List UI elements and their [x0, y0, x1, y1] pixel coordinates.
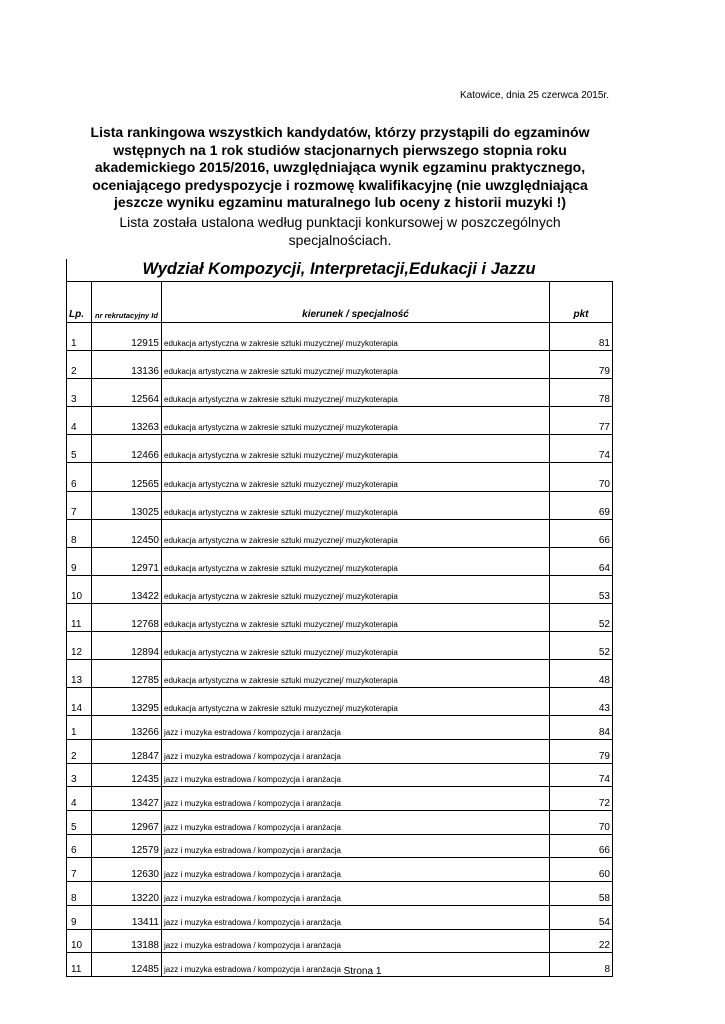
table-row — [67, 351, 613, 379]
table-row — [67, 929, 613, 953]
cell-kierunek: jazz i muzyka estradowa / kompozycja i aranżacja — [162, 740, 550, 764]
cell-lp: 10 — [67, 929, 92, 953]
cell-lp: 9 — [67, 905, 92, 929]
table-row — [67, 787, 613, 811]
cell-pkt: 70 — [550, 811, 613, 835]
table-row — [67, 435, 613, 463]
cell-id: 12915 — [92, 323, 162, 351]
cell-id: 13263 — [92, 407, 162, 435]
cell-lp: 3 — [67, 763, 92, 787]
cell-id: 12579 — [92, 834, 162, 858]
table-row — [67, 463, 613, 491]
table-row — [67, 660, 613, 688]
cell-lp: 11 — [67, 603, 92, 631]
cell-pkt: 69 — [550, 491, 613, 519]
table-row — [67, 491, 613, 519]
cell-kierunek: edukacja artystyczna w zakresie sztuki muzycznej/ muzykoterapia — [162, 688, 550, 716]
cell-kierunek: edukacja artystyczna w zakresie sztuki muzycznej/ muzykoterapia — [162, 407, 550, 435]
cell-id: 12435 — [92, 763, 162, 787]
cell-pkt: 48 — [550, 660, 613, 688]
cell-lp: 6 — [67, 834, 92, 858]
faculty-title: Wydział Kompozycji, Interpretacji,Edukacji i Jazzu — [142, 260, 536, 278]
cell-lp: 7 — [67, 491, 92, 519]
cell-kierunek: edukacja artystyczna w zakresie sztuki muzycznej/ muzykoterapia — [162, 435, 550, 463]
table-row — [67, 547, 613, 575]
cell-id: 12768 — [92, 603, 162, 631]
cell-pkt: 81 — [550, 323, 613, 351]
cell-id: 13025 — [92, 491, 162, 519]
cell-lp: 1 — [67, 323, 92, 351]
header-lp: Lp. — [67, 282, 92, 323]
table-row — [67, 834, 613, 858]
cell-id: 13136 — [92, 351, 162, 379]
cell-lp: 7 — [67, 858, 92, 882]
cell-id: 13220 — [92, 882, 162, 906]
table-row — [67, 379, 613, 407]
cell-lp: 8 — [67, 882, 92, 906]
ranking-table — [66, 281, 613, 977]
cell-id: 12630 — [92, 858, 162, 882]
table-row — [67, 519, 613, 547]
cell-pkt: 79 — [550, 351, 613, 379]
cell-pkt: 66 — [550, 519, 613, 547]
cell-id: 13422 — [92, 575, 162, 603]
cell-pkt: 70 — [550, 463, 613, 491]
cell-pkt: 58 — [550, 882, 613, 906]
cell-pkt: 66 — [550, 834, 613, 858]
table-header-row — [67, 282, 613, 323]
cell-pkt: 79 — [550, 740, 613, 764]
cell-pkt: 53 — [550, 575, 613, 603]
cell-kierunek: jazz i muzyka estradowa / kompozycja i aranżacja — [162, 858, 550, 882]
cell-kierunek: edukacja artystyczna w zakresie sztuki muzycznej/ muzykoterapia — [162, 603, 550, 631]
cell-kierunek: edukacja artystyczna w zakresie sztuki muzycznej/ muzykoterapia — [162, 491, 550, 519]
cell-id: 12785 — [92, 660, 162, 688]
cell-id: 13295 — [92, 688, 162, 716]
table-row — [67, 716, 613, 740]
cell-pkt: 43 — [550, 688, 613, 716]
table-row — [67, 688, 613, 716]
table-row — [67, 811, 613, 835]
cell-lp: 14 — [67, 688, 92, 716]
cell-kierunek: jazz i muzyka estradowa / kompozycja i aranżacja — [162, 716, 550, 740]
cell-pkt: 72 — [550, 787, 613, 811]
cell-kierunek: jazz i muzyka estradowa / kompozycja i aranżacja — [162, 905, 550, 929]
cell-id: 13427 — [92, 787, 162, 811]
document-date: Katowice, dnia 25 czerwca 2015r. — [460, 90, 609, 101]
cell-pkt: 78 — [550, 379, 613, 407]
header-id: nr rekrutacyjny Id — [92, 282, 162, 323]
cell-kierunek: jazz i muzyka estradowa / kompozycja i aranżacja — [162, 953, 550, 977]
cell-lp: 12 — [67, 632, 92, 660]
cell-lp: 4 — [67, 407, 92, 435]
cell-kierunek: edukacja artystyczna w zakresie sztuki muzycznej/ muzykoterapia — [162, 632, 550, 660]
table-row — [67, 323, 613, 351]
cell-id: 13411 — [92, 905, 162, 929]
cell-pkt: 84 — [550, 716, 613, 740]
cell-id: 12894 — [92, 632, 162, 660]
cell-pkt: 52 — [550, 603, 613, 631]
cell-kierunek: edukacja artystyczna w zakresie sztuki muzycznej/ muzykoterapia — [162, 575, 550, 603]
cell-id: 12565 — [92, 463, 162, 491]
cell-lp: 3 — [67, 379, 92, 407]
cell-kierunek: jazz i muzyka estradowa / kompozycja i aranżacja — [162, 834, 550, 858]
cell-kierunek: edukacja artystyczna w zakresie sztuki muzycznej/ muzykoterapia — [162, 660, 550, 688]
document-subheading: Lista została ustalona według punktacji konkursowej w poszczególnych specjalnościach. — [119, 214, 561, 248]
table-row — [67, 632, 613, 660]
cell-id: 12466 — [92, 435, 162, 463]
cell-pkt: 77 — [550, 407, 613, 435]
cell-kierunek: jazz i muzyka estradowa / kompozycja i aranżacja — [162, 787, 550, 811]
cell-kierunek: jazz i muzyka estradowa / kompozycja i aranżacja — [162, 929, 550, 953]
cell-kierunek: edukacja artystyczna w zakresie sztuki muzycznej/ muzykoterapia — [162, 463, 550, 491]
table-row — [67, 882, 613, 906]
cell-id: 12450 — [92, 519, 162, 547]
cell-id: 13188 — [92, 929, 162, 953]
cell-lp: 6 — [67, 463, 92, 491]
cell-pkt: 54 — [550, 905, 613, 929]
cell-lp: 5 — [67, 811, 92, 835]
cell-lp: 2 — [67, 740, 92, 764]
cell-kierunek: edukacja artystyczna w zakresie sztuki muzycznej/ muzykoterapia — [162, 323, 550, 351]
cell-lp: 11 — [67, 953, 92, 977]
cell-kierunek: edukacja artystyczna w zakresie sztuki muzycznej/ muzykoterapia — [162, 379, 550, 407]
cell-id: 12485 — [92, 953, 162, 977]
header-pkt: pkt — [550, 282, 613, 323]
cell-lp: 8 — [67, 519, 92, 547]
cell-lp: 9 — [67, 547, 92, 575]
cell-kierunek: edukacja artystyczna w zakresie sztuki muzycznej/ muzykoterapia — [162, 351, 550, 379]
cell-kierunek: edukacja artystyczna w zakresie sztuki muzycznej/ muzykoterapia — [162, 519, 550, 547]
cell-kierunek: jazz i muzyka estradowa / kompozycja i aranżacja — [162, 811, 550, 835]
table-row — [67, 603, 613, 631]
cell-lp: 13 — [67, 660, 92, 688]
cell-lp: 10 — [67, 575, 92, 603]
page-footer: Strona 1 — [343, 966, 382, 977]
cell-lp: 4 — [67, 787, 92, 811]
cell-pkt: 60 — [550, 858, 613, 882]
cell-kierunek: jazz i muzyka estradowa / kompozycja i aranżacja — [162, 763, 550, 787]
cell-pkt: 64 — [550, 547, 613, 575]
table-row — [67, 763, 613, 787]
cell-lp: 5 — [67, 435, 92, 463]
cell-id: 12847 — [92, 740, 162, 764]
cell-kierunek: edukacja artystyczna w zakresie sztuki muzycznej/ muzykoterapia — [162, 547, 550, 575]
table-row — [67, 575, 613, 603]
cell-pkt: 52 — [550, 632, 613, 660]
cell-id: 12971 — [92, 547, 162, 575]
table-row — [67, 740, 613, 764]
document-heading: Lista rankingowa wszystkich kandydatów, którzy przystąpili do egzaminów wstępnych na 1 rok studiów stacjonarnych pierwszego stopnia roku akademickiego 2015/2016, uwzględniająca wynik egzaminu praktycznego, oceniającego predyspozycje i rozmowę kwalifikacyjnę (nie uwzględniająca jeszcze wyniku egzaminu maturalnego lub oceny z historii muzyki !) — [90, 124, 590, 210]
header-kierunek: kierunek / specjalność — [162, 282, 550, 323]
cell-lp: 2 — [67, 351, 92, 379]
table-row — [67, 407, 613, 435]
cell-id: 12967 — [92, 811, 162, 835]
cell-pkt: 74 — [550, 763, 613, 787]
cell-pkt: 8 — [550, 953, 613, 977]
cell-id: 12564 — [92, 379, 162, 407]
cell-lp: 1 — [67, 716, 92, 740]
cell-pkt: 22 — [550, 929, 613, 953]
cell-pkt: 74 — [550, 435, 613, 463]
cell-id: 13266 — [92, 716, 162, 740]
table-row — [67, 858, 613, 882]
cell-kierunek: jazz i muzyka estradowa / kompozycja i aranżacja — [162, 882, 550, 906]
table-row — [67, 905, 613, 929]
